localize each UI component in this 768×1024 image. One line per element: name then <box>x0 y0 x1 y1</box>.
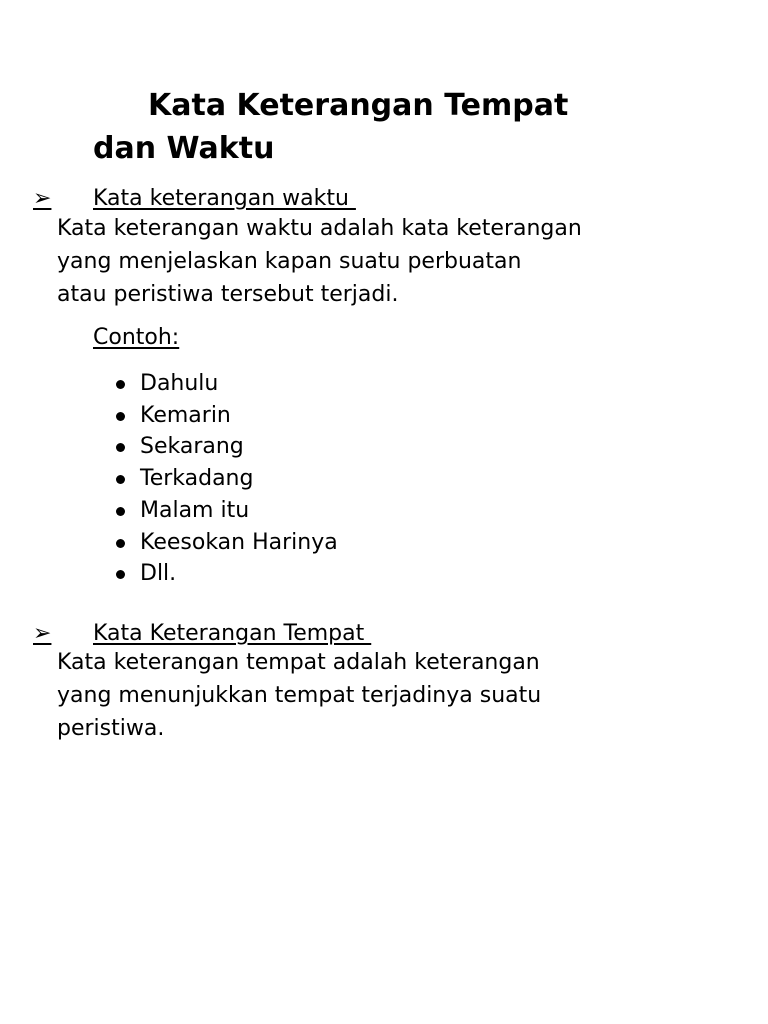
section-heading-waktu-text: Kata keterangan waktu <box>93 186 356 211</box>
bullet-dot-icon <box>116 380 125 389</box>
bullet-dot-icon <box>116 570 125 579</box>
list-item-text: Sekarang <box>140 434 244 460</box>
paragraph-line: yang menjelaskan kapan suatu perbuatan <box>57 249 522 274</box>
list-item <box>112 527 338 559</box>
bullet-dot-icon <box>116 507 125 516</box>
paragraph-line: yang menunjukkan tempat terjadinya suatu <box>57 683 542 708</box>
arrow-bullet-icon: ➢ <box>33 621 52 646</box>
example-label: Contoh: <box>93 325 180 350</box>
paragraph-line: Kata keterangan tempat adalah keterangan <box>57 650 540 675</box>
list-item-text: Malam itu <box>140 497 250 523</box>
paragraph-tempat <box>57 646 717 745</box>
list-item-text: Keesokan Harinya <box>140 529 338 555</box>
list-item-text: Dll. <box>140 561 177 587</box>
list-item <box>112 463 338 495</box>
list-item-text: Terkadang <box>140 466 254 492</box>
list-item-text: Dahulu <box>140 371 219 396</box>
section-heading-waktu <box>33 185 356 213</box>
document-title-line-2: dan Waktu <box>93 131 275 166</box>
section-heading-tempat-text: Kata Keterangan Tempat <box>93 621 372 646</box>
list-item-text: Kemarin <box>140 402 231 428</box>
document-title-line-1: Kata Keterangan Tempat <box>148 88 569 123</box>
section-heading-tempat <box>33 620 371 648</box>
list-item <box>112 400 338 432</box>
paragraph-waktu <box>57 212 717 311</box>
paragraph-line: Kata keterangan waktu adalah kata keterangan <box>57 216 582 241</box>
arrow-bullet-icon: ➢ <box>33 186 52 211</box>
example-list <box>112 368 338 590</box>
list-item <box>112 368 338 400</box>
bullet-dot-icon <box>116 443 125 452</box>
list-item <box>112 558 338 590</box>
paragraph-line: atau peristiwa tersebut terjadi. <box>57 282 399 307</box>
list-item <box>112 431 338 463</box>
bullet-dot-icon <box>116 475 125 484</box>
bullet-dot-icon <box>116 412 125 421</box>
list-item <box>112 495 338 527</box>
paragraph-line: peristiwa. <box>57 716 165 741</box>
bullet-dot-icon <box>116 539 125 548</box>
